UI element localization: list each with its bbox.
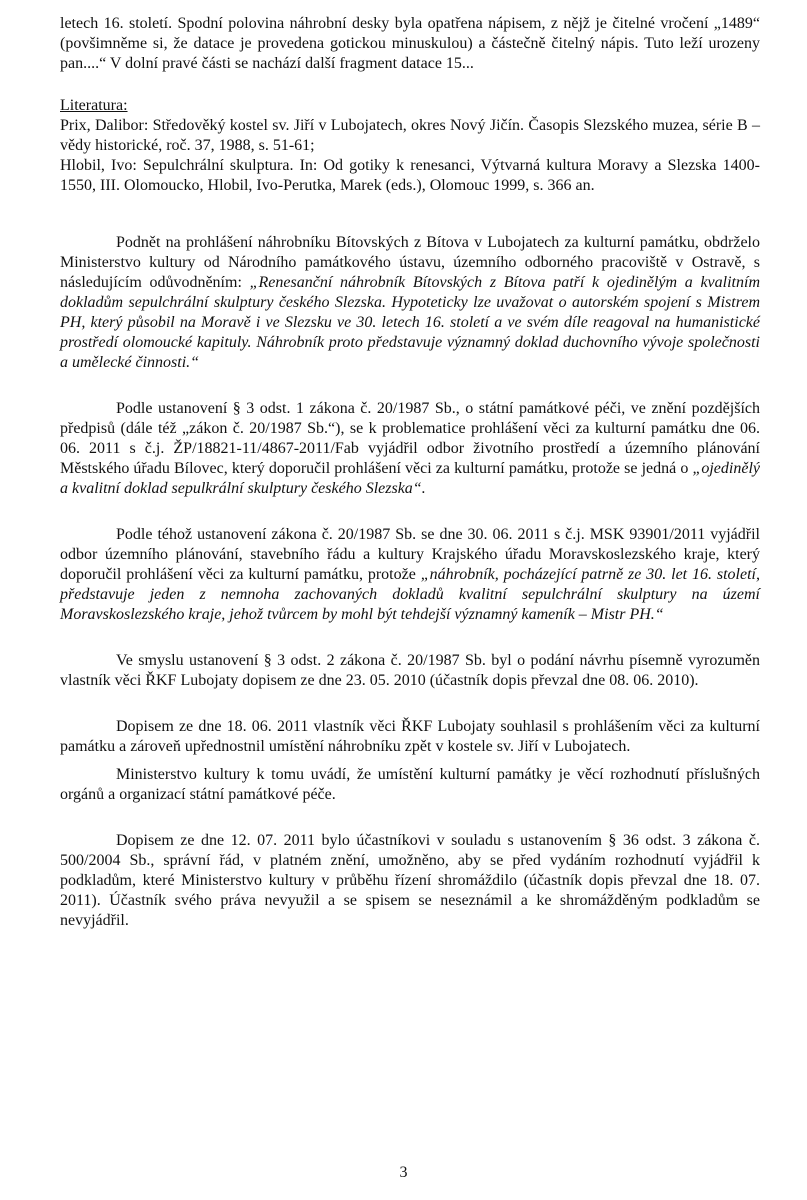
literature-entry-hlobil: Hlobil, Ivo: Sepulchrální skulptura. In: Od gotiky k renesanci, Výtvarná kultura Moravy a Slezska 1400-1550, III. Olomoucko, Hlobil, Ivo-Perutka, Marek (eds.), Olomouc 1999, s. 366 an. [60,157,760,194]
ministry-statement-paragraph: Ministerstvo kultury k tomu uvádí, že umístění kulturní památky je věcí rozhodnutí příslušných orgánů a organizací státní památkové péče. [60,766,760,803]
proposal-text: Podnět na prohlášení náhrobníku Bítovských z Bítova v Lubojatech za kulturní památku, obdrželo Ministerstvo kultury od Národního památkového ústavu, územního odborného pracoviště v Ostravě, s následujícím odůvodněním: [60,234,760,291]
regional-opinion-quote: „náhrobník, pocházející patrně ze 30. let 16. století, představuje jeden z nemnoha zachovaných dokladů kvalitní sepulchrální skulptury na území Moravskoslezského kraje, jehož tvůrcem by mohl být tehdejší významný kameník – Mistr PH.“ [60,566,760,623]
regional-opinion-paragraph [60,525,760,625]
literature-entry-prix: Prix, Dalibor: Středověký kostel sv. Jiří v Lubojatech, okres Nový Jičín. Časopis Slezského muzea, série B – vědy historické, roč. 37, 1988, s. 51-61; [60,117,760,154]
bilovec-opinion-paragraph [60,399,760,499]
bilovec-opinion-quote: „ojedinělý a kvalitní doklad sepulkrální skulptury českého Slezska“. [60,460,760,497]
document-page [60,14,760,931]
owner-notification-paragraph: Ve smyslu ustanovení § 3 odst. 2 zákona č. 20/1987 Sb. byl o podání návrhu písemně vyrozuměn vlastník věci ŘKF Lubojaty dopisem ze dne 23. 05. 2010 (účastník dopis převzal dne 08. 06. 2010). [60,652,760,689]
proposal-quote: „Renesanční náhrobník Bítovských z Bítova patří k ojedinělým a kvalitním dokladům sepulchrální skulptury českého Slezska. Hypoteticky lze uvažovat o autorském spojení s Mistrem PH, který působil na Moravě i ve Slezsku ve 30. letech 16. století a ve svém díle reagoval na humanistické prostředí olomoucké kapituly. Náhrobník proto představuje významný doklad duchovního vývoje společnosti a umělecké činnosti.“ [60,274,760,371]
proposal-paragraph [60,233,760,373]
intro-fragment-paragraph: letech 16. století. Spodní polovina náhrobní desky byla opatřena nápisem, z nějž je čitelné vročení „1489“ (povšimněme si, že datace je provedena gotickou minuskulou) a částečně čitelný nápis. Tuto leží urozeny pan....“ V dolní pravé části se nachází další fragment datace 15... [60,15,760,72]
participant-hearing-paragraph: Dopisem ze dne 12. 07. 2011 bylo účastníkovi v souladu s ustanovením § 36 odst. 3 zákona č. 500/2004 Sb., správní řád, v platném znění, umožněno, aby se před vydáním rozhodnutí vyjádřil k podkladům, které Ministerstvo kultury v průběhu řízení shromáždilo (účastník dopis převzal dne 18. 07. 2011). Účastník svého práva nevyužil a se spisem se neseznámil a ke shromážděným podkladům se nevyjádřil. [60,832,760,929]
owner-consent-paragraph: Dopisem ze dne 18. 06. 2011 vlastník věci ŘKF Lubojaty souhlasil s prohlášením věci za kulturní památku a zároveň upřednostnil umístění náhrobníku zpět v kostele sv. Jiří v Lubojatech. [60,718,760,755]
literature-heading: Literatura: [60,97,128,114]
regional-opinion-text: Podle téhož ustanovení zákona č. 20/1987 Sb. se dne 30. 06. 2011 s č.j. MSK 93901/2011 vyjádřil odbor územního plánování, stavebního řádu a kultury Krajského úřadu Moravskoslezského kraje, který doporučil prohlášení věci za kulturní památku, protože [60,526,760,583]
bilovec-opinion-text: Podle ustanovení § 3 odst. 1 zákona č. 20/1987 Sb., o státní památkové péči, ve znění pozdějších předpisů (dále též „zákon č. 20/1987 Sb.“), se k problematice prohlášení věci za kulturní památku dne 06. 06. 2011 s č.j. ŽP/18821-11/4867-2011/Fab vyjádřil odbor životního prostředí a územního plánování Městského úřadu Bílovec, který doporučil prohlášení věci za kulturní památku, protože se jedná o [60,400,760,477]
page-number: 3 [399,1164,408,1181]
